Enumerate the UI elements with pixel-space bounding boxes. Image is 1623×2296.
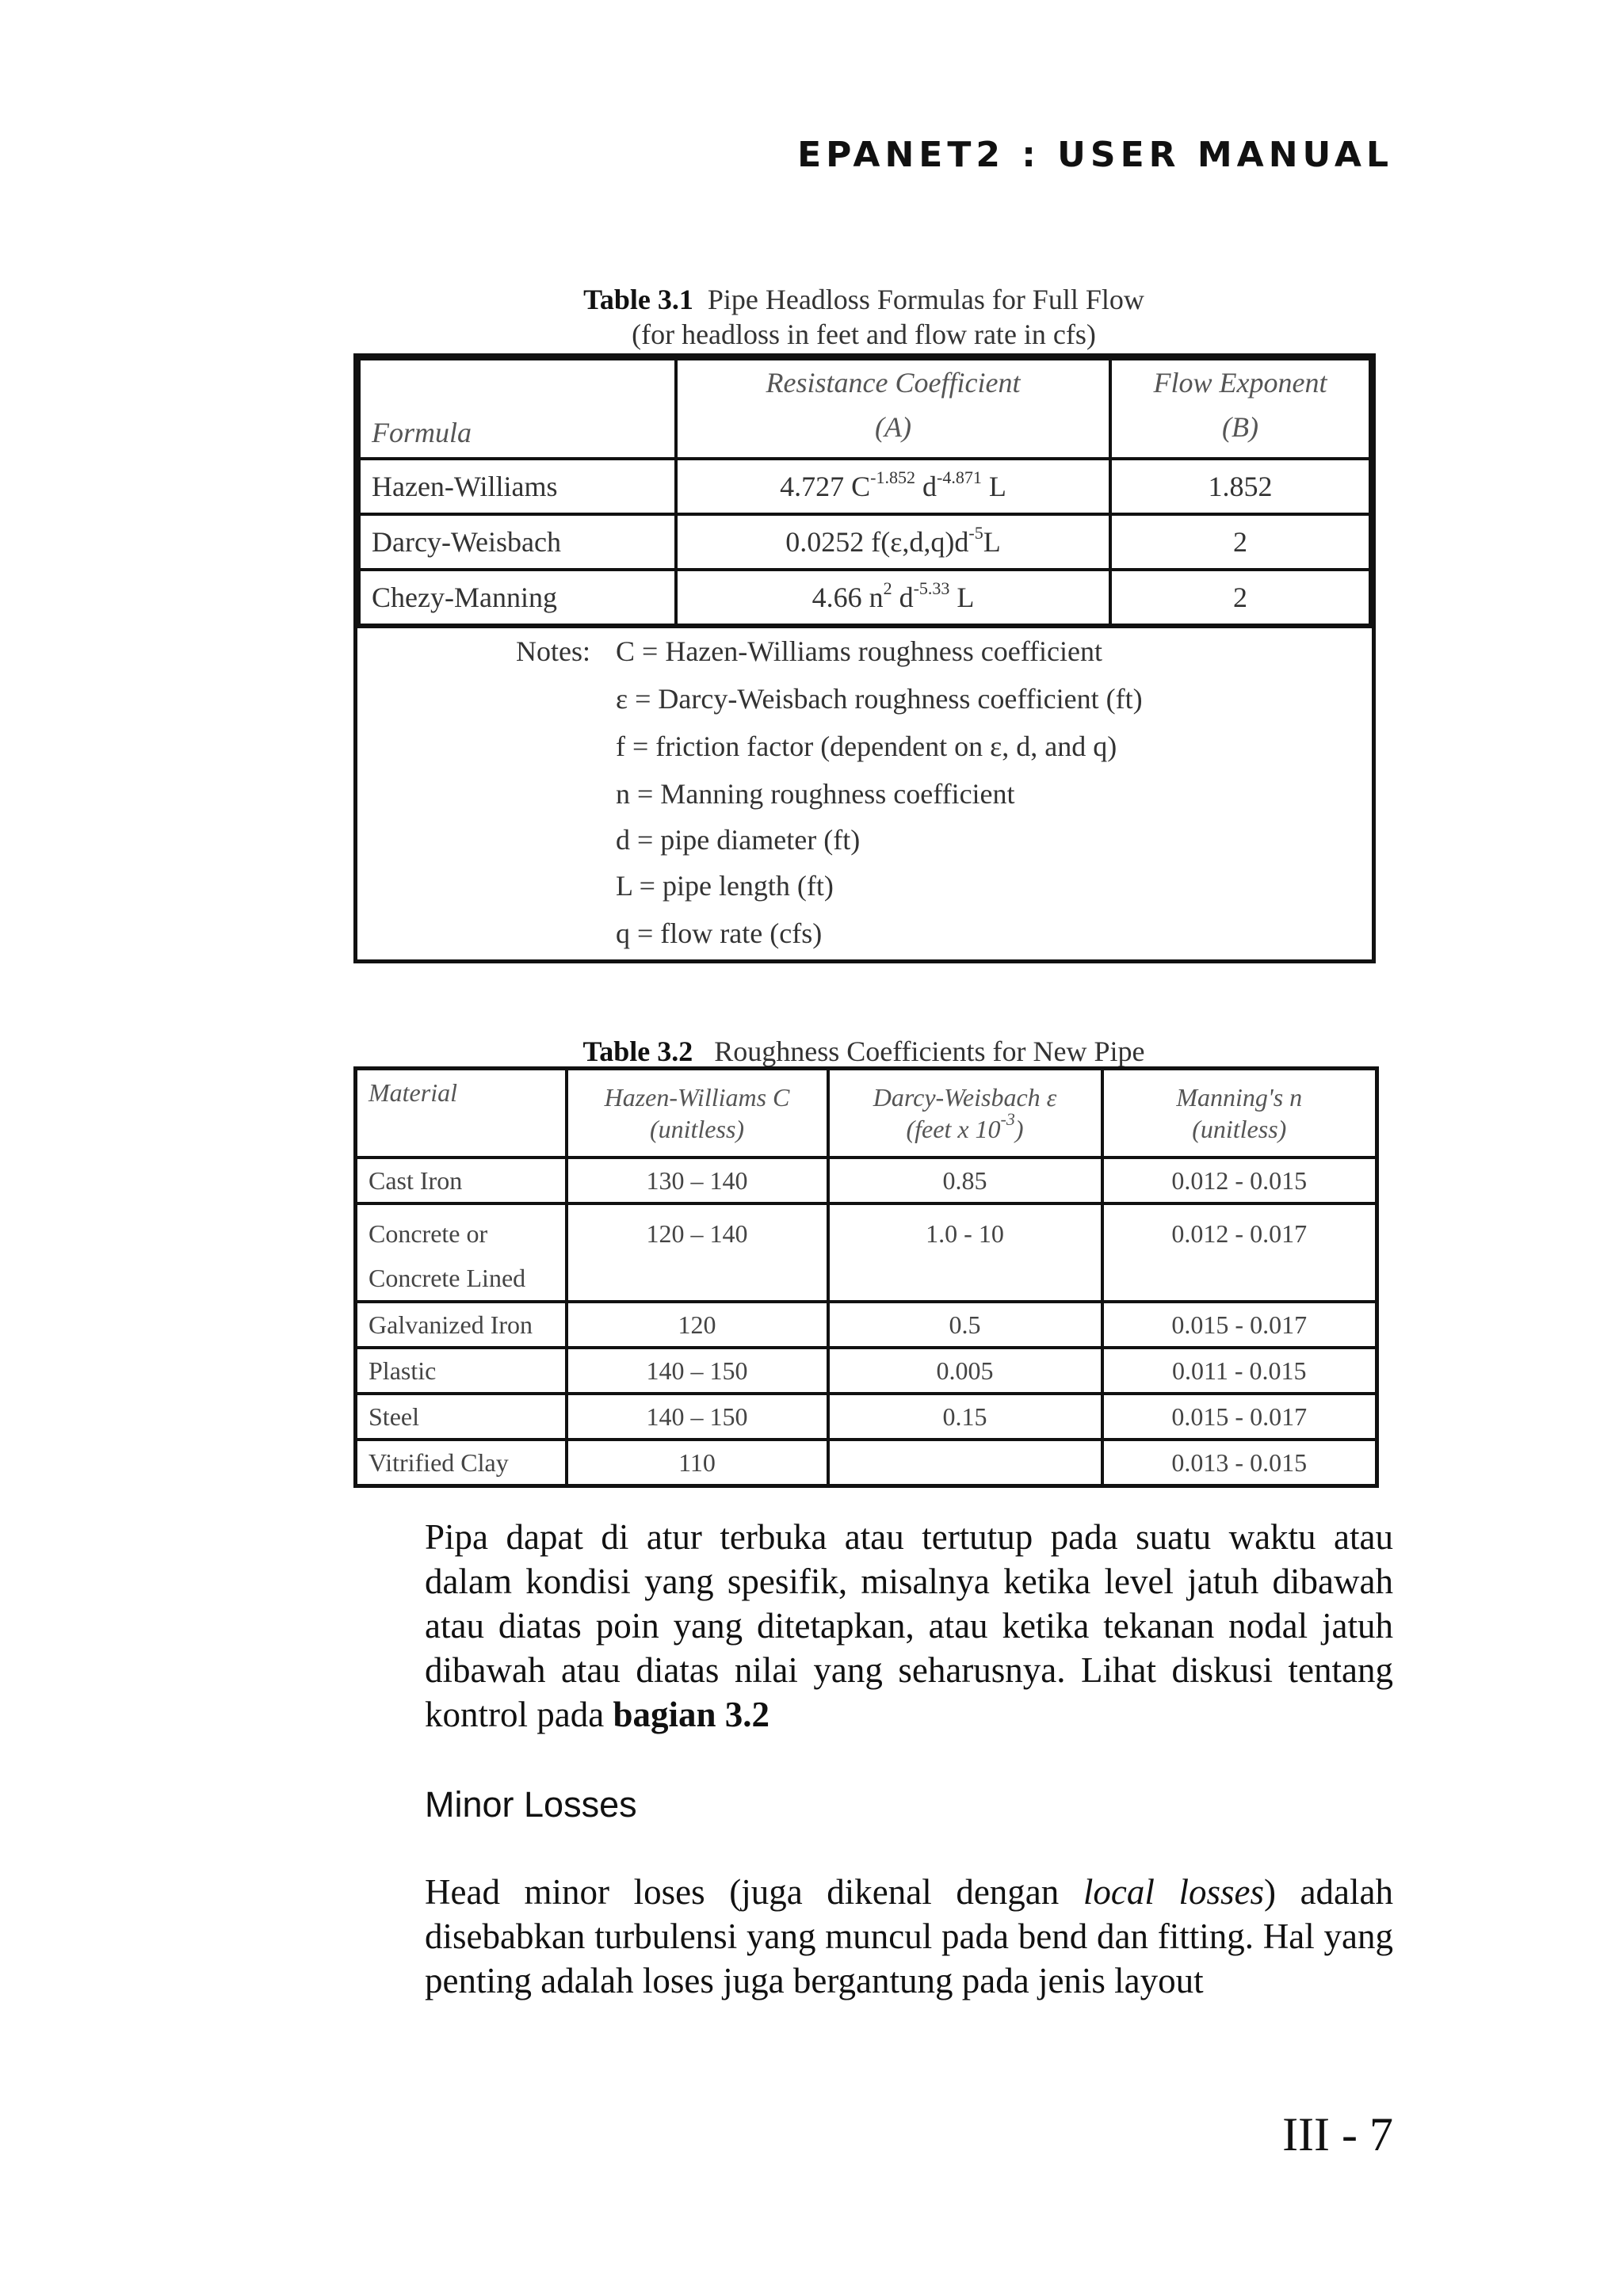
manning-cell: 0.012 - 0.015 — [1102, 1158, 1377, 1203]
column-header-material: Material — [356, 1069, 567, 1158]
page-number: III - 7 — [1282, 2108, 1393, 2161]
resistance-symbol: (A) — [875, 411, 911, 443]
running-header: EPANET2 : USER MANUAL — [797, 135, 1393, 175]
headloss-formula-table — [353, 353, 1376, 963]
note-line: f = friction factor (dependent on ε, d, and q) — [616, 730, 1117, 762]
table-3-2-caption — [349, 1035, 1379, 1068]
formula-name: Chezy-Manning — [359, 570, 676, 625]
table-3-1-caption — [349, 282, 1379, 352]
note-line: ε = Darcy-Weisbach roughness coefficient (ft) — [616, 683, 1143, 715]
table-row — [359, 570, 1370, 625]
material-cell: Concrete or Concrete Lined — [356, 1203, 567, 1302]
note-line: C = Hazen-Williams roughness coefficient — [616, 635, 1103, 667]
column-header-resistance — [676, 359, 1110, 459]
darcy-weisbach-cell: 0.005 — [828, 1348, 1102, 1394]
resistance-coefficient: 4.727 $C^{-1.852}$ $d^{-4.871}$ L — [676, 459, 1110, 514]
manning-cell: 0.012 - 0.017 — [1102, 1203, 1377, 1302]
table-label: Table 3.2 — [582, 1035, 693, 1067]
table-notes — [357, 625, 1372, 963]
section-heading: Minor Losses — [425, 1784, 637, 1825]
table-title: Roughness Coefficients for New Pipe — [714, 1035, 1145, 1067]
darcy-weisbach-cell: 0.5 — [828, 1302, 1102, 1348]
column-header-darcy-weisbach: Darcy-Weisbach ε (feet x $10^{-3}$) — [828, 1069, 1102, 1158]
material-cell: Steel — [356, 1394, 567, 1440]
column-header-manning: Manning's n (unitless) — [1102, 1069, 1377, 1158]
material-cell: Cast Iron — [356, 1158, 567, 1203]
table-header-row — [359, 359, 1370, 459]
manning-cell: 0.015 - 0.017 — [1102, 1302, 1377, 1348]
emphasis-text: local losses — [1083, 1872, 1264, 1912]
table-row — [356, 1203, 1377, 1302]
material-cell: Vitrified Clay — [356, 1440, 567, 1486]
hazen-williams-cell: 120 — [567, 1302, 828, 1348]
flow-exponent: 2 — [1110, 514, 1370, 570]
darcy-weisbach-cell — [828, 1440, 1102, 1486]
table-row — [356, 1348, 1377, 1394]
section-reference: bagian 3.2 — [613, 1695, 769, 1734]
darcy-weisbach-cell: 1.0 - 10 — [828, 1203, 1102, 1302]
manning-cell: 0.011 - 0.015 — [1102, 1348, 1377, 1394]
formula-name: Darcy-Weisbach — [359, 514, 676, 570]
resistance-coefficient: 4.66 $n^2$ $d^{-5.33}$ L — [676, 570, 1110, 625]
table-subtitle: (for headloss in feet and flow rate in cfs) — [632, 318, 1096, 350]
table-row — [359, 514, 1370, 570]
table-title: Pipe Headloss Formulas for Full Flow — [707, 284, 1144, 315]
note-line: n = Manning roughness coefficient — [616, 778, 1015, 810]
flow-exponent: 2 — [1110, 570, 1370, 625]
hazen-williams-cell: 130 – 140 — [567, 1158, 828, 1203]
resistance-label: Resistance Coefficient — [766, 367, 1021, 399]
material-cell: Plastic — [356, 1348, 567, 1394]
note-line: d = pipe diameter (ft) — [616, 824, 861, 856]
darcy-weisbach-cell: 0.85 — [828, 1158, 1102, 1203]
exponent-label: Flow Exponent — [1153, 367, 1327, 399]
body-paragraph: Head minor loses (juga dikenal dengan local losses) adalah disebabkan turbulensi yang muncul pada bend dan fitting. Hal yang penting adalah loses juga bergantung pada jenis layout — [425, 1872, 1393, 2000]
formula-name: Hazen-Williams — [359, 459, 676, 514]
hazen-williams-cell: 140 – 150 — [567, 1394, 828, 1440]
table-row — [356, 1302, 1377, 1348]
column-header-hazen-williams: Hazen-Williams C (unitless) — [567, 1069, 828, 1158]
table-row — [356, 1394, 1377, 1440]
manning-cell: 0.013 - 0.015 — [1102, 1440, 1377, 1486]
table-header-row — [356, 1069, 1377, 1158]
roughness-coefficient-table — [353, 1066, 1379, 1488]
notes-label: Notes: — [516, 635, 590, 667]
note-line: q = flow rate (cfs) — [616, 917, 823, 949]
darcy-weisbach-cell: 0.15 — [828, 1394, 1102, 1440]
body-paragraph: Pipa dapat di atur terbuka atau tertutup pada suatu waktu atau dalam kondisi yang spesifik, misalnya ketika level jatuh dibawah atau diatas poin yang ditetapkan, atau ketika tekanan nodal jatuh dibawah atau diatas nilai yang seharusnya. Lihat diskusi tentang kontrol pada bagian 3.2 — [425, 1517, 1393, 1734]
hazen-williams-cell: 120 – 140 — [567, 1203, 828, 1302]
table-row — [356, 1440, 1377, 1486]
table-label: Table 3.1 — [583, 284, 693, 315]
table-row — [356, 1158, 1377, 1203]
column-header-exponent — [1110, 359, 1370, 459]
table-row — [359, 459, 1370, 514]
hazen-williams-cell: 140 – 150 — [567, 1348, 828, 1394]
hazen-williams-cell: 110 — [567, 1440, 828, 1486]
resistance-coefficient: 0.0252 $f(\varepsilon,d,q)d^{-5}L$ — [676, 514, 1110, 570]
flow-exponent: 1.852 — [1110, 459, 1370, 514]
exponent-symbol: (B) — [1222, 411, 1258, 443]
material-cell: Galvanized Iron — [356, 1302, 567, 1348]
manning-cell: 0.015 - 0.017 — [1102, 1394, 1377, 1440]
column-header-formula: Formula — [359, 359, 676, 459]
note-line: L = pipe length (ft) — [616, 870, 834, 902]
